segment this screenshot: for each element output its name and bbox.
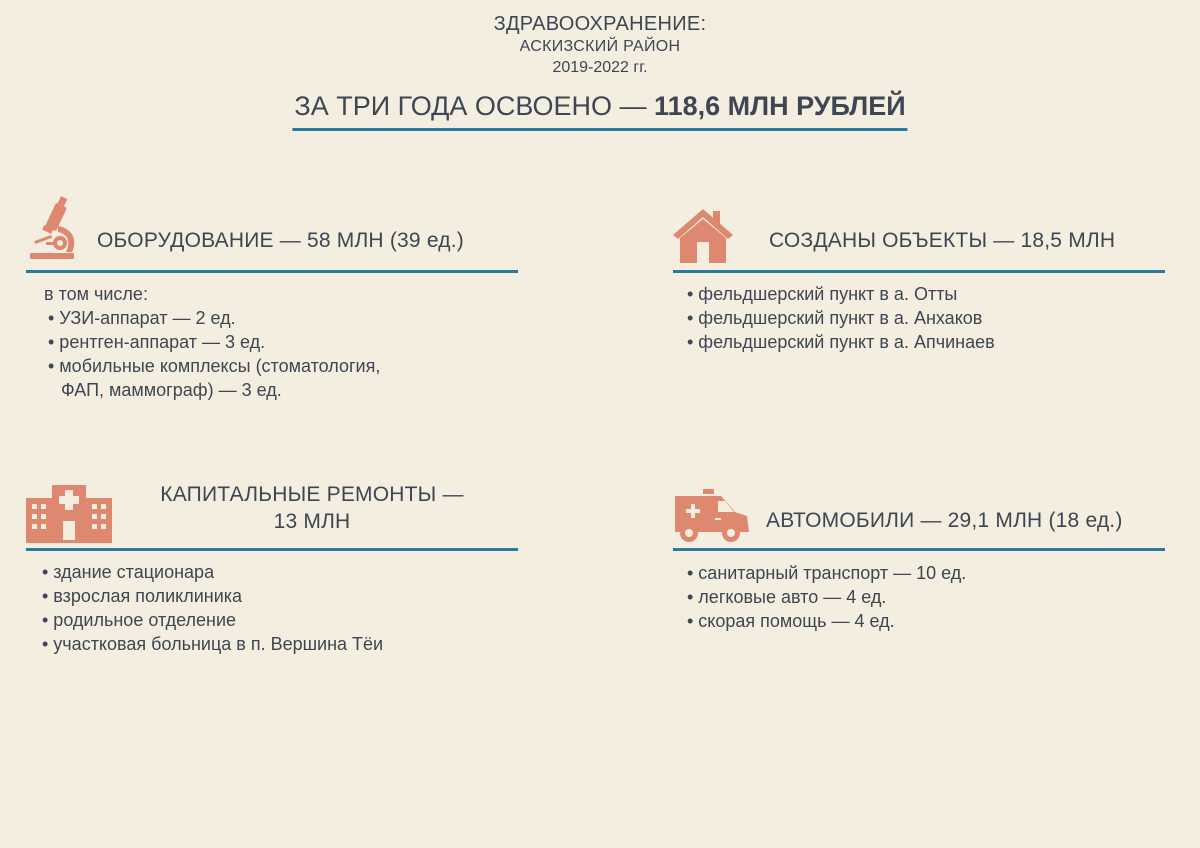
equipment-section: [26, 200, 518, 402]
objects-title: СОЗДАНЫ ОБЪЕКТЫ — 18,5 МЛН: [769, 229, 1116, 252]
list-item: ФАП, маммограф) — 3 ед.: [61, 380, 282, 400]
cars-list: [673, 561, 1165, 633]
hospital-building-icon: [26, 485, 112, 543]
repairs-title-line1: КАПИТАЛЬНЫЕ РЕМОНТЫ —: [160, 483, 464, 506]
page-title: ЗДРАВООХРАНЕНИЕ:: [493, 13, 707, 35]
list-item: • УЗИ-аппарат — 2 ед.: [48, 308, 236, 328]
objects-list: [673, 282, 1165, 354]
repairs-list: [26, 560, 518, 656]
repairs-title: [138, 481, 486, 535]
ambulance-icon: [673, 488, 751, 544]
list-item: • фельдшерский пункт в а. Апчинаев: [687, 332, 995, 352]
list-item: • фельдшерский пункт в а. Отты: [687, 284, 958, 304]
cars-header: [673, 478, 1165, 551]
repairs-section: [26, 478, 518, 656]
equipment-title: ОБОРУДОВАНИЕ — 58 МЛН (39 ед.): [97, 229, 464, 252]
list-item: • легковые авто — 4 ед.: [687, 587, 887, 607]
total-prefix: ЗА ТРИ ГОДА ОСВОЕНО —: [294, 91, 655, 121]
cars-section: [673, 478, 1165, 633]
objects-section: [673, 200, 1165, 354]
cars-title: АВТОМОБИЛИ — 29,1 МЛН (18 ед.): [766, 509, 1123, 532]
objects-header: [673, 200, 1165, 273]
house-icon: [673, 208, 733, 264]
total-value: 118,6 МЛН РУБЛЕЙ: [654, 91, 906, 121]
list-item: • рентген-аппарат — 3 ед.: [48, 332, 266, 352]
list-item: • взрослая поликлиника: [42, 586, 243, 606]
list-item: • здание стационара: [42, 562, 215, 582]
list-item: • мобильные комплексы (стоматология,: [48, 356, 381, 376]
list-item: • фельдшерский пункт в а. Анхаков: [687, 308, 983, 328]
page-header: [0, 12, 1200, 78]
list-item: • санитарный транспорт — 10 ед.: [687, 563, 967, 583]
period: 2019-2022 гг.: [552, 59, 648, 76]
repairs-header: [26, 478, 518, 551]
total-spent: [292, 88, 907, 131]
microscope-icon: [26, 196, 78, 262]
equipment-header: [26, 200, 518, 273]
list-item: • скорая помощь — 4 ед.: [687, 611, 895, 631]
repairs-title-line2: 13 МЛН: [273, 510, 351, 533]
list-item: • участковая больница в п. Вершина Тёи: [42, 634, 384, 654]
list-item: • родильное отделение: [42, 610, 237, 630]
district-name: АСКИЗСКИЙ РАЙОН: [519, 38, 681, 55]
list-item: в том числе:: [44, 284, 148, 304]
equipment-list: [26, 282, 518, 402]
